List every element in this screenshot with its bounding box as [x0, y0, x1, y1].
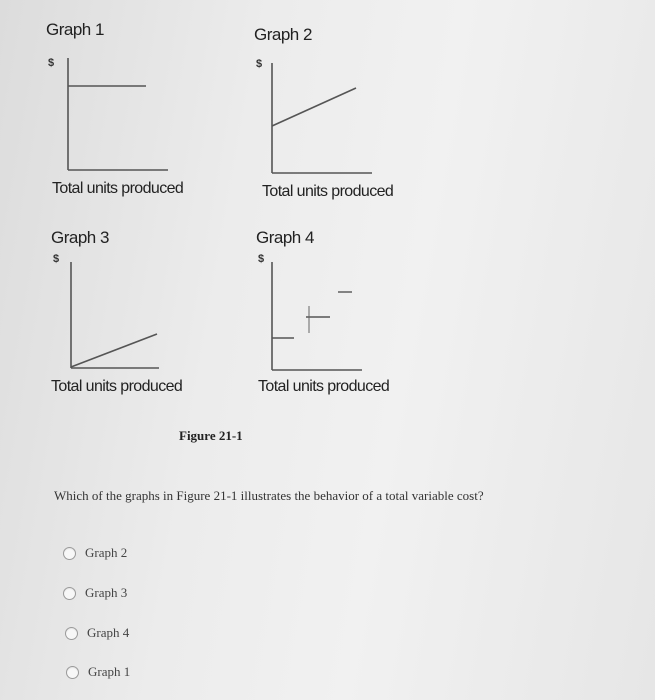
graph-title: Graph 3: [51, 228, 109, 247]
x-axis-label: Total units produced: [262, 183, 394, 200]
x-axis-label: Total units produced: [51, 378, 183, 395]
graph-title: Graph 4: [256, 228, 314, 247]
graph-3: [51, 228, 251, 418]
graph-2-plot: [254, 25, 454, 185]
y-axis-label: $: [256, 58, 263, 70]
graph-1: [46, 20, 246, 210]
y-axis-label: $: [53, 253, 60, 265]
option-label: Graph 2: [85, 545, 128, 560]
figure-caption: Figure 21-1: [179, 428, 243, 443]
graph-title: Graph 2: [254, 25, 312, 44]
option-label: Graph 1: [88, 664, 131, 679]
option-graph-1[interactable]: [66, 664, 130, 680]
option-graph-2[interactable]: [63, 545, 127, 561]
y-axis-label: $: [258, 253, 265, 265]
option-label: Graph 3: [85, 585, 128, 600]
radio-button[interactable]: [65, 627, 78, 640]
graph-1-plot: [46, 20, 246, 180]
y-axis-label: $: [48, 57, 55, 69]
graph-4-plot: [256, 228, 456, 388]
radio-button[interactable]: [66, 666, 79, 679]
question-text: Which of the graphs in Figure 21-1 illustrates the behavior of a total variable cost?: [54, 488, 484, 503]
graph-2: [254, 25, 454, 215]
radio-button[interactable]: [63, 547, 76, 560]
cost-line: [71, 334, 157, 367]
option-label: Graph 4: [87, 625, 130, 640]
x-axis-label: Total units produced: [52, 180, 184, 197]
x-axis-label: Total units produced: [258, 378, 390, 395]
option-graph-3[interactable]: [63, 585, 127, 601]
option-graph-4[interactable]: [65, 625, 129, 641]
graph-3-plot: [51, 228, 251, 388]
graph-title: Graph 1: [46, 20, 104, 39]
graph-4: [256, 228, 456, 418]
cost-line: [272, 88, 356, 126]
radio-button[interactable]: [63, 587, 76, 600]
